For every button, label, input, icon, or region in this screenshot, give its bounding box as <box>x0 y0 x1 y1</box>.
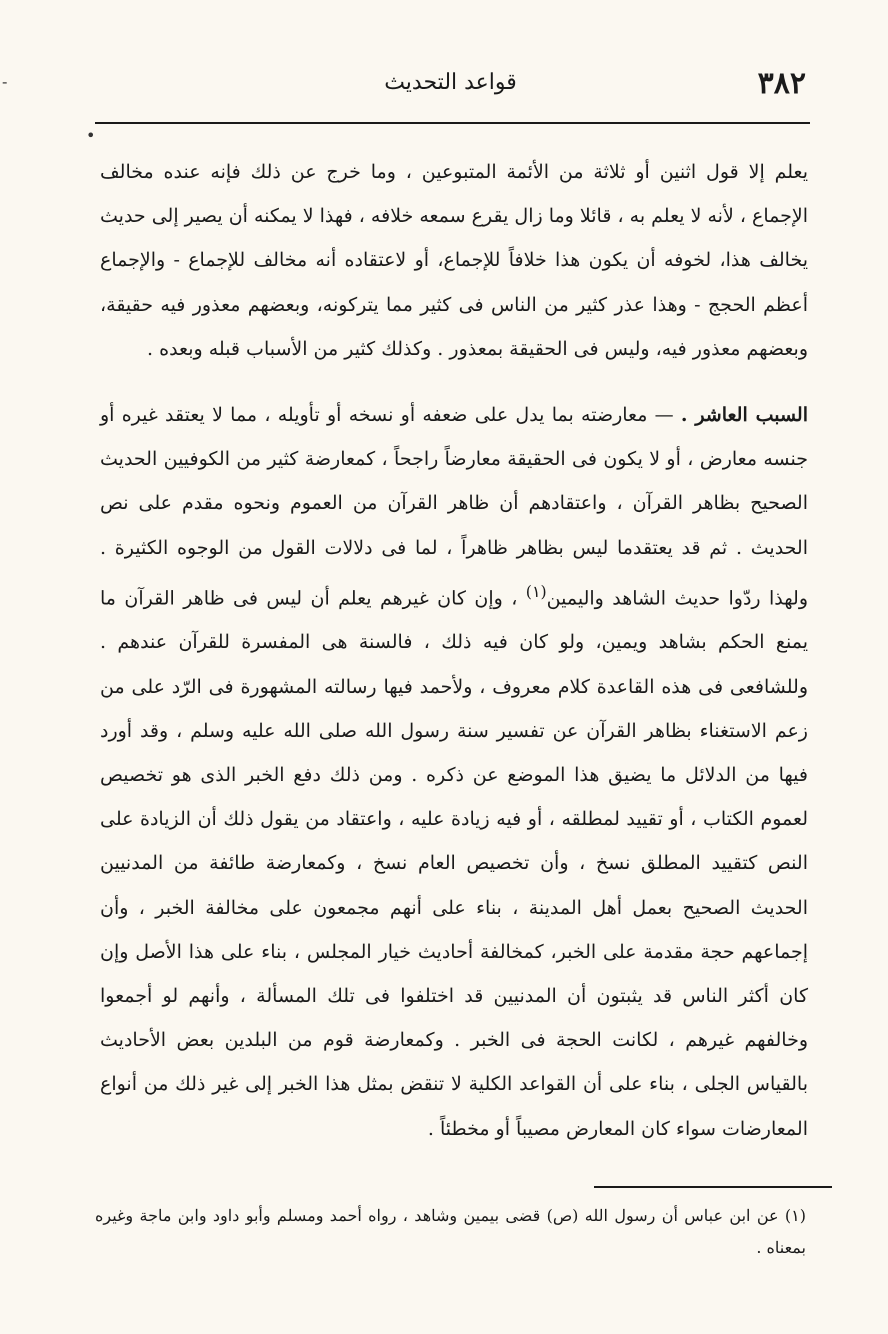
paragraph-text: ، وإن كان غيرهم يعلم أن ليس فى ظاهر القرآن ما يمنع الحكم بشاهد ويمين، ولو كان فيه ذلك ، فالسنة هى المفسرة للقرآن عندهم . وللشافعى فى هذه القاعدة كلام معروف ، ولأحمد فيها رسالته المشهورة فى الرّد على من زعم الاستغناء بظاهر القرآن عن تفسير سنة رسول الله صلى الله عليه وسلم ، وقد أورد فيها من الدلائل ما يضيق هذا الموضع عن ذكره . ومن ذلك دفع الخبر الذى هو تخصيص لعموم الكتاب ، أو تقييد لمطلقه ، أو فيه زيادة عليه ، واعتقاد من يقول ذلك أن الزيادة على النص كتقييد المطلق نسخ ، وأن تخصيص العام نسخ ، وكمعارضة طائفة من المدنيين الحديث الصحيح بعمل أهل المدينة ، بناء على أنهم مجمعون على مخالفة الخبر ، وأن إجماعهم حجة مقدمة على الخبر، كمخالفة أحاديث خيار المجلس ، بناء على هذا الأصل وإن كان أكثر الناس قد يثبتون أن المدنيين قد اختلفوا فى تلك المسألة ، وأنهم لو أجمعوا وخالفهم غيرهم ، لكانت الحجة فى الخبر . وكمعارضة قوم من البلدين بعض الأحاديث بالقياس الجلى ، بناء على أن القواعد الكلية لا تنقض بمثل هذا الخبر إلى غير ذلك من أنواع المعارضات سواء كان المعارض مصيباً أو مخطئاً . <box>100 587 808 1140</box>
paragraph <box>100 393 808 1151</box>
page-header <box>95 66 806 124</box>
paragraph-text: يعلم إلا قول اثنين أو ثلاثة من الأئمة المتبوعين ، وما خرج عن ذلك فإنه عنده مخالف الإجماع ، لأنه لا يعلم به ، قائلا وما زال يقرع سمعه خلافه ، فهذا لا يمكنه أن يصير إلى حديث يخالف هذا، لخوفه أن يكون هذا خلافاً للإجماع، أو لاعتقاده أنه مخالف للإجماع - والإجماع أعظم الحجج - وهذا عذر كثير من الناس فى كثير مما يتركونه، وبعضهم معذور فيه حقيقة، وبعضهم معذور فيه، وليس فى الحقيقة بمعذور . وكذلك كثير من الأسباب قبله وبعده . <box>100 161 808 360</box>
footnote-reference: (١) <box>525 581 547 601</box>
header-divider <box>95 122 810 124</box>
footnote-text: (١) عن ابن عباس أن رسول الله (ص) قضى بيمين وشاهد ، رواه أحمد ومسلم وأبو داود وابن ماجة وغيره بمعناه . <box>95 1206 806 1257</box>
scan-dot: • <box>86 126 96 145</box>
paragraph-text: — معارضته بما يدل على ضعفه أو نسخه أو تأويله ، مما لا يعتقد غيره أو جنسه معارض ، أو لا يكون فى الحقيقة معارضاً راجحاً ، كمعارضة كثير من الكوفيين الحديث الصحيح بظاهر القرآن ، واعتقادهم أن ظاهر القرآن من العموم ونحوه مقدم على نص الحديث . ثم قد يعتقدما ليس بظاهر ظاهراً ، لما فى دلالات القول من الوجوه الكثيرة . ولهذا ردّوا حديث الشاهد واليمين <box>100 404 808 610</box>
footnote-divider <box>594 1186 832 1188</box>
running-title: قواعد التحديث <box>384 70 517 95</box>
paragraph <box>100 150 808 371</box>
paragraph-spacer <box>100 371 808 393</box>
main-text <box>100 150 808 1151</box>
section-heading: السبب العاشر . <box>680 404 808 427</box>
page-number: ٣٨٢ <box>757 66 806 101</box>
footnote <box>95 1200 806 1264</box>
scan-edge-mark: - <box>2 72 8 91</box>
